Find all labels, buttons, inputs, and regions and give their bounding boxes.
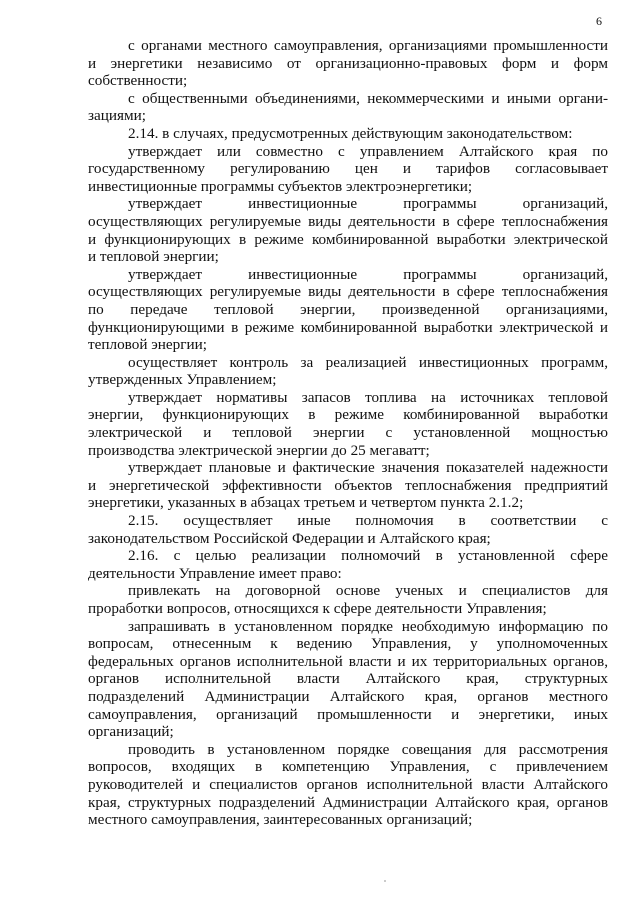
text-line: и тепловой энергии; <box>88 248 219 266</box>
text-line: федеральных органов исполнительной власти и их территориальных органов, <box>88 652 608 670</box>
text-line: утверждает нормативы запасов топлива на источниках тепловой <box>128 388 608 406</box>
text-line: проводить в установленном порядке совещания для рассмотрения <box>128 740 608 758</box>
text-line: проработки вопросов, относящихся к сфере деятельности Управления; <box>88 600 547 617</box>
text-line: по передаче тепловой энергии, произведенной организациями, <box>88 300 608 318</box>
text-line: законодательством Российской Федерации и Алтайского края; <box>88 529 491 547</box>
text-line: с органами местного самоуправления, организациями промышленности <box>128 37 608 54</box>
text-line: утверждает плановые и фактические значения показателей надежности <box>128 459 608 477</box>
text-line: края, структурных подразделений Администрации Алтайского края, органов <box>88 793 608 811</box>
text-line: 2.14. в случаях, предусмотренных действующим законодательством: <box>128 124 573 142</box>
text-line: осуществляющих регулируемые виды деятельности в сфере теплоснабжения <box>88 283 608 301</box>
text-line: инвестиционные программы субъектов электроэнергетики; <box>88 177 473 195</box>
text-line: вопросам, отнесенным к ведению Управления, у уполномоченных <box>88 635 608 653</box>
text-line: утверждает инвестиционные программы организаций, <box>128 265 608 283</box>
text-line: 2.16. с целью реализации полномочий в установленной сфере <box>128 547 608 565</box>
page-number: 6 <box>596 14 602 28</box>
text-line: 2.15. осуществляет иные полномочия в соответствии с <box>128 512 608 530</box>
document-text <box>88 37 608 829</box>
text-line: зациями; <box>88 107 146 125</box>
text-line: утверждает инвестиционные программы организаций, <box>128 195 608 213</box>
text-line: органов исполнительной власти Алтайского края, структурных <box>88 670 608 688</box>
text-line: государственному регулированию цен и тарифов согласовывает <box>88 160 608 178</box>
text-line: осуществляющих регулируемые виды деятельности в сфере теплоснабжения <box>88 212 608 230</box>
text-line: энергетики, указанных в абзацах третьем и четвертом пункта 2.1.2; <box>88 494 524 512</box>
text-line: вопросов, входящих в компетенцию Управления, с привлечением <box>88 758 608 776</box>
text-line: и энергетики независимо от организационно-правовых форм и форм <box>88 54 608 72</box>
text-line: тепловой энергии; <box>88 336 207 354</box>
text-line: привлекать на договорной основе ученых и специалистов для <box>128 582 608 600</box>
text-line: местного самоуправления, заинтересованных организаций; <box>88 811 473 829</box>
text-line: утверждает или совместно с управлением Алтайского края по <box>128 142 608 160</box>
text-line: с общественными объединениями, некоммерческими и иными органи- <box>128 89 608 107</box>
text-line: и функционирующих в режиме комбинированной выработки электрической <box>88 230 608 248</box>
text-line: энергии, функционирующих в режиме комбинированной выработки <box>88 406 608 424</box>
text-line: организаций; <box>88 723 174 741</box>
text-line: собственности; <box>88 72 188 90</box>
text-line: электрической и тепловой энергии с установленной мощностью <box>88 424 608 442</box>
text-line: функционирующими в режиме комбинированной выработки электрической и <box>88 318 608 336</box>
text-line: подразделений Администрации Алтайского края, органов местного <box>88 687 608 705</box>
text-line: и энергетической эффективности объектов теплоснабжения предприятий <box>88 476 608 494</box>
text-line: производства электрической энергии до 25 мегаватт; <box>88 441 430 459</box>
text-line: утвержденных Управлением; <box>88 371 277 389</box>
text-line: запрашивать в установленном порядке необходимую информацию по <box>128 617 608 635</box>
text-line: деятельности Управление имеет право: <box>88 564 342 582</box>
text-line: руководителей и специалистов органов исполнительной власти Алтайского <box>88 775 608 793</box>
scan-speck <box>384 880 386 882</box>
text-line: осуществляет контроль за реализацией инвестиционных программ, <box>128 353 608 371</box>
text-line: самоуправления, организаций промышленности и энергетики, иных <box>88 705 608 723</box>
